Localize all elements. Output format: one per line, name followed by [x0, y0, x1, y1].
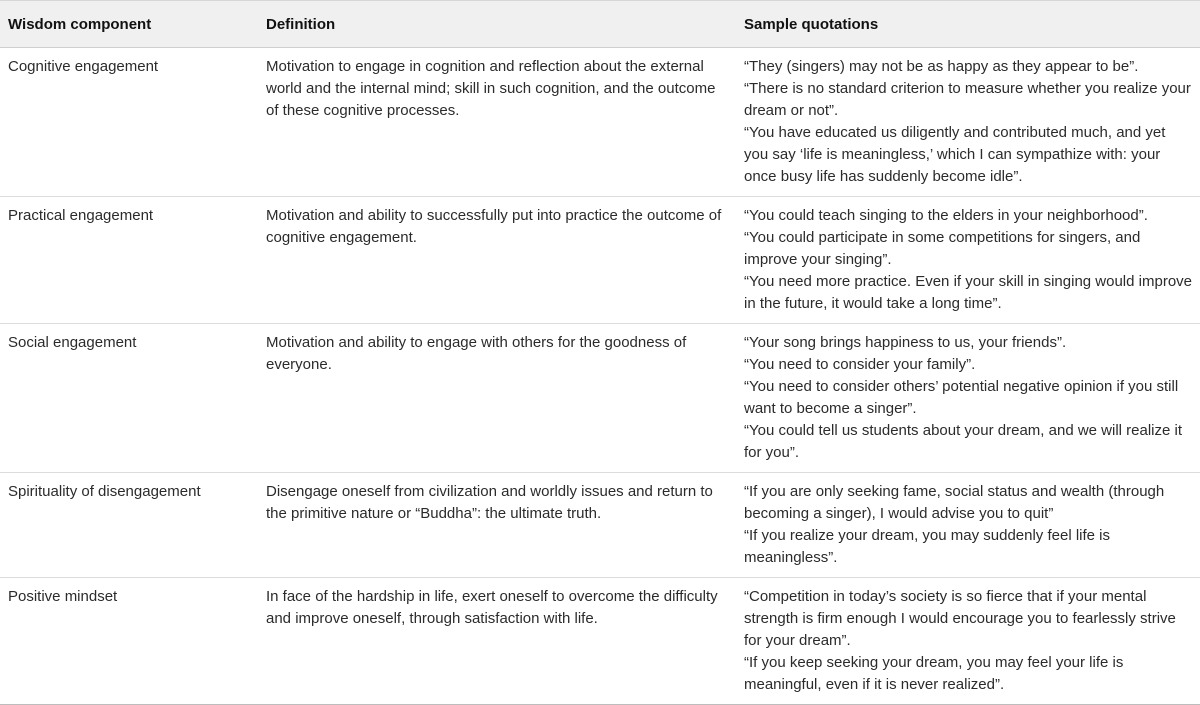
quotation: “There is no standard criterion to measure whether you realize your dream or not”.: [744, 80, 1191, 119]
table-row: [0, 473, 1200, 578]
quotation: “They (singers) may not be as happy as they appear to be”.: [744, 58, 1139, 75]
component-cell: Positive mindset: [0, 578, 258, 705]
definition-cell: Disengage oneself from civilization and worldly issues and return to the primitive nature or “Buddha”: the ultimate truth.: [258, 473, 736, 578]
quotation: “Your song brings happiness to us, your friends”.: [744, 334, 1067, 351]
quotation: “You need more practice. Even if your skill in singing would improve in the future, it would take a long time”.: [744, 273, 1193, 312]
component-cell: Practical engagement: [0, 197, 258, 324]
definition-cell: Motivation and ability to successfully put into practice the outcome of cognitive engagement.: [258, 197, 736, 324]
definition-cell: Motivation to engage in cognition and reflection about the external world and the internal mind; skill in such cognition, and the outcome of these cognitive processes.: [258, 48, 736, 197]
table-body: [0, 48, 1200, 705]
quotations-cell: [736, 197, 1200, 324]
table-row: [0, 578, 1200, 705]
quotation: “You could teach singing to the elders in your neighborhood”.: [744, 207, 1148, 224]
quotations-cell: [736, 578, 1200, 705]
definition-cell: Motivation and ability to engage with others for the goodness of everyone.: [258, 324, 736, 473]
header-wisdom-component: Wisdom component: [0, 1, 258, 48]
quotation: “You could participate in some competitions for singers, and improve your singing”.: [744, 229, 1141, 268]
quotation: “If you are only seeking fame, social status and wealth (through becoming a singer), I would advise you to quit”: [744, 483, 1165, 522]
component-cell: Spirituality of disengagement: [0, 473, 258, 578]
quotation: “You have educated us diligently and contributed much, and yet you say ‘life is meaningless,’ which I can sympathize with: your once busy life has suddenly become idle”.: [744, 124, 1166, 185]
component-cell: Social engagement: [0, 324, 258, 473]
quotations-cell: [736, 473, 1200, 578]
quotations-cell: [736, 48, 1200, 197]
quotation: “You could tell us students about your dream, and we will realize it for you”.: [744, 422, 1183, 461]
header-definition: Definition: [258, 1, 736, 48]
table-row: [0, 48, 1200, 197]
component-cell: Cognitive engagement: [0, 48, 258, 197]
quotation: “Competition in today’s society is so fierce that if your mental strength is firm enough I would encourage you to fearlessly strive for your dream”.: [744, 588, 1176, 649]
table-row: [0, 197, 1200, 324]
table-row: [0, 324, 1200, 473]
quotation: “You need to consider your family”.: [744, 356, 976, 373]
quotation: “If you keep seeking your dream, you may feel your life is meaningful, even if it is never realized”.: [744, 654, 1124, 693]
header-row: [0, 1, 1200, 48]
header-sample-quotations: Sample quotations: [736, 1, 1200, 48]
quotation: “You need to consider others’ potential negative opinion if you still want to become a singer”.: [744, 378, 1179, 417]
definition-cell: In face of the hardship in life, exert oneself to overcome the difficulty and improve oneself, through satisfaction with life.: [258, 578, 736, 705]
quotations-cell: [736, 324, 1200, 473]
quotation: “If you realize your dream, you may suddenly feel life is meaningless”.: [744, 527, 1110, 566]
table-header: [0, 1, 1200, 48]
